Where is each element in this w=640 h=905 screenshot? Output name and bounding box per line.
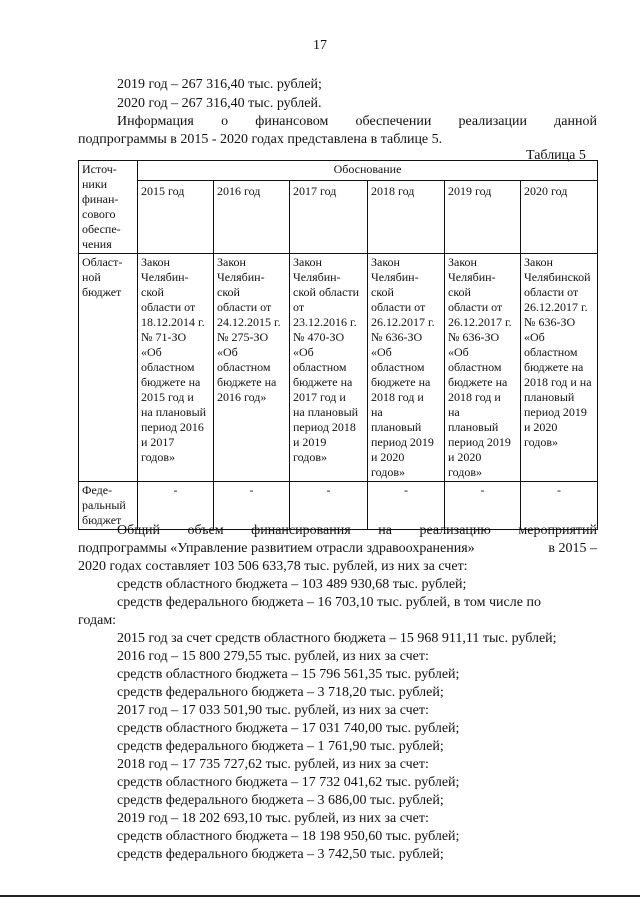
funding-word: Общий: [117, 523, 160, 538]
header-source: Источ- ники финан- сового обеспе- чения: [79, 161, 138, 254]
funding-line: средств областного бюджета – 18 198 950,60 тыс. рублей;: [117, 829, 460, 844]
info-word: финансовом: [255, 114, 329, 129]
info-paragraph-line-2: подпрограммы в 2015 - 2020 годах представлена в таблице 5.: [78, 132, 443, 147]
info-word: реализации: [458, 114, 527, 129]
info-word: обеспечении: [355, 114, 432, 129]
funding-paragraph-line-1: [117, 522, 597, 539]
page-number: 17: [313, 38, 327, 53]
federal-cell-2016: -: [214, 482, 290, 530]
source-regional: Област- ной бюджет: [79, 254, 138, 482]
funding-paragraph-line-2: [78, 540, 597, 557]
funding-line: средств областного бюджета – 17 732 041,62 тыс. рублей;: [117, 775, 460, 790]
source-federal: Феде- ральный бюджет: [79, 482, 138, 530]
funding-line: средств федерального бюджета – 3 742,50 тыс. рублей;: [117, 847, 444, 862]
federal-cell-2020: -: [521, 482, 598, 530]
year-2019: 2019 год: [445, 181, 521, 254]
federal-total-line-1: средств федерального бюджета – 16 703,10 тыс. рублей, в том числе по: [117, 595, 541, 610]
info-word: Информация: [117, 114, 194, 129]
funding-line: средств федерального бюджета – 3 718,20 тыс. рублей;: [117, 685, 444, 700]
page-bottom-rule: [0, 895, 640, 897]
year-2017: 2017 год: [290, 181, 368, 254]
funding-line-2-left: подпрограммы «Управление развитием отрасли здравоохранения»: [78, 541, 475, 556]
intro-line-2019: 2019 год – 267 316,40 тыс. рублей;: [117, 77, 322, 92]
law-cell-2018: Закон Челябин- ской области от 26.12.2017 г. № 636-ЗО «Об областном бюджете на 2018 год и на плановый период 2019 и 2020 годов»: [368, 254, 445, 482]
law-cell-2016: Закон Челябин- ской области от 24.12.2015 г. № 275-ЗО «Об областном бюджете на 2016 год»: [214, 254, 290, 482]
federal-total-line-2: годам:: [78, 613, 117, 628]
funding-word: мероприятий: [518, 523, 597, 538]
info-word: о: [221, 114, 229, 129]
funding-word: реализацию: [419, 523, 491, 538]
year-2016: 2016 год: [214, 181, 290, 254]
funding-line: средств федерального бюджета – 1 761,90 тыс. рублей;: [117, 739, 444, 754]
table-years-row: [79, 181, 598, 254]
funding-line-2-right: в 2015 –: [548, 541, 597, 556]
year-2015: 2015 год: [138, 181, 214, 254]
info-word: данной: [554, 114, 597, 129]
federal-cell-2015: -: [138, 482, 214, 530]
funding-line: 2019 год – 18 202 693,10 тыс. рублей, из них за счет:: [117, 811, 429, 826]
funding-line: 2018 год – 17 735 727,62 тыс. рублей, из них за счет:: [117, 757, 429, 772]
funding-word: объем: [187, 523, 224, 538]
funding-line: 2016 год – 15 800 279,55 тыс. рублей, из них за счет:: [117, 649, 429, 664]
table-row-regional: [79, 254, 598, 482]
header-justification: Обоснование: [138, 161, 598, 181]
funding-line: средств федерального бюджета – 3 686,00 тыс. рублей;: [117, 793, 444, 808]
federal-cell-2018: -: [368, 482, 445, 530]
funding-word: на: [378, 523, 392, 538]
year-2018: 2018 год: [368, 181, 445, 254]
federal-cell-2017: -: [290, 482, 368, 530]
funding-line: 2015 год за счет средств областного бюджета – 15 968 911,11 тыс. рублей;: [117, 631, 557, 646]
funding-line: 2017 год – 17 033 501,90 тыс. рублей, из них за счет:: [117, 703, 429, 718]
federal-cell-2019: -: [445, 482, 521, 530]
law-cell-2015: Закон Челябин- ской области от 18.12.2014 г. № 71-ЗО «Об областном бюджете на 2015 год и на плановый период 2016 и 2017 годов»: [138, 254, 214, 482]
funding-word: финансирования: [251, 523, 351, 538]
law-cell-2019: Закон Челябин- ской области от 26.12.2017 г. № 636-ЗО «Об областном бюджете на 2018 год и на плановый период 2019 и 2020 годов»: [445, 254, 521, 482]
table-header-row: [79, 161, 598, 181]
funding-line: средств областного бюджета – 17 031 740,00 тыс. рублей;: [117, 721, 460, 736]
financing-table: [78, 160, 598, 530]
regional-total-line: средств областного бюджета – 103 489 930,68 тыс. рублей;: [117, 577, 467, 592]
intro-line-2020: 2020 год – 267 316,40 тыс. рублей.: [117, 96, 322, 111]
funding-paragraph-line-3: 2020 годах составляет 103 506 633,78 тыс. рублей, из них за счет:: [78, 559, 468, 574]
funding-line: средств областного бюджета – 15 796 561,35 тыс. рублей;: [117, 667, 460, 682]
info-paragraph-line-1: [117, 113, 597, 130]
law-cell-2017: Закон Челябин- ской области от 23.12.2016 г. № 470-ЗО «Об областном бюджете на 2017 год и на плановый период 2018 и 2019 годов»: [290, 254, 368, 482]
law-cell-2020: Закон Челябинской области от 26.12.2017 г. № 636-ЗО «Об областном бюджете на 2018 год и на плановый период 2019 и 2020 годов»: [521, 254, 598, 482]
year-2020: 2020 год: [521, 181, 598, 254]
table-caption: Таблица 5: [526, 148, 586, 163]
